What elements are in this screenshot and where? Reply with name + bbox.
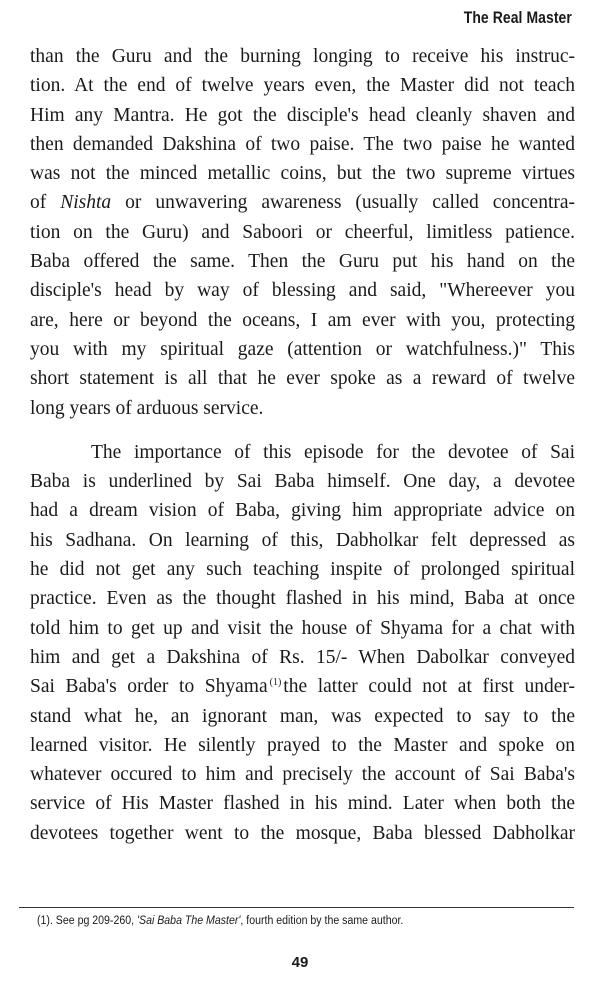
text-line: service of His Master flashed in his mind. Later when both the xyxy=(30,793,575,815)
text-line: his Sadhana. On learning of this, Dabholkar felt depressed as xyxy=(30,529,575,551)
footnote-text: (1). See pg 209-260, xyxy=(37,915,137,927)
italic-term: Nishta xyxy=(60,192,112,214)
text-run: Sai Baba's order to Shyama xyxy=(30,676,268,698)
footnote-text: , fourth edition by the same author. xyxy=(240,915,404,927)
paragraph xyxy=(30,438,575,848)
text-line: short statement is all that he ever spoke as a reward of twelve xyxy=(30,368,575,390)
text-line: stand what he, an ignorant man, was expected to say to the xyxy=(30,705,575,727)
paragraph xyxy=(30,42,575,423)
text-line: him and get a Dakshina of Rs. 15/- When Dabolkar conveyed xyxy=(30,646,575,668)
paragraph-gap xyxy=(30,423,575,438)
text-line xyxy=(30,672,575,701)
text-run: or unwavering awareness (usually called concentra- xyxy=(111,192,575,214)
text-line: practice. Even as the thought flashed in his mind, Baba at once xyxy=(30,588,575,610)
text-line: long years of arduous service. xyxy=(30,397,264,419)
text-line: than the Guru and the burning longing to receive his instruc- xyxy=(30,46,575,67)
text-line: Baba offered the same. Then the Guru put his hand on the xyxy=(30,251,575,273)
text-line: you with my spiritual gaze (attention or watchfulness.)" This xyxy=(30,338,575,360)
running-head: The Real Master xyxy=(463,8,572,27)
text-line: disciple's head by way of blessing and said, "Whereever you xyxy=(30,280,575,302)
footnote-book-title: 'Sai Baba The Master' xyxy=(136,915,241,927)
page-number: 49 xyxy=(291,954,309,971)
text-line xyxy=(30,188,575,217)
text-line: then demanded Dakshina of two paise. The two paise he wanted xyxy=(30,133,575,155)
body-text xyxy=(30,42,575,848)
text-run: of xyxy=(30,192,61,214)
text-line: learned visitor. He silently prayed to the Master and spoke on xyxy=(30,734,575,756)
text-line: tion. At the end of twelve years even, the Master did not teach xyxy=(30,75,575,97)
text-line: are, here or beyond the oceans, I am ever with you, protecting xyxy=(30,309,575,331)
text-line: had a dream vision of Baba, giving him appropriate advice on xyxy=(30,500,575,522)
footnote-marker: (1) xyxy=(269,676,282,688)
text-line: he did not get any such teaching inspite of prolonged spiritual xyxy=(30,559,575,581)
text-line: Him any Mantra. He got the disciple's head cleanly shaven and xyxy=(30,104,575,126)
footnote-rule xyxy=(19,907,574,908)
text-line: The importance of this episode for the devotee of Sai xyxy=(91,441,575,463)
footnote xyxy=(37,915,534,927)
text-line: was not the minced metallic coins, but the two supreme virtues xyxy=(30,163,575,185)
text-run: the latter could not at first under- xyxy=(283,676,575,698)
text-line: Baba is underlined by Sai Baba himself. One day, a devotee xyxy=(30,471,575,493)
text-line: told him to get up and visit the house of Shyama for a chat with xyxy=(30,617,575,639)
text-line: tion on the Guru) and Saboori or cheerful, limitless patience. xyxy=(30,221,575,243)
text-line: whatever occured to him and precisely the account of Sai Baba's xyxy=(30,764,575,786)
text-line: devotees together went to the mosque, Baba blessed Dabholkar xyxy=(30,822,575,844)
